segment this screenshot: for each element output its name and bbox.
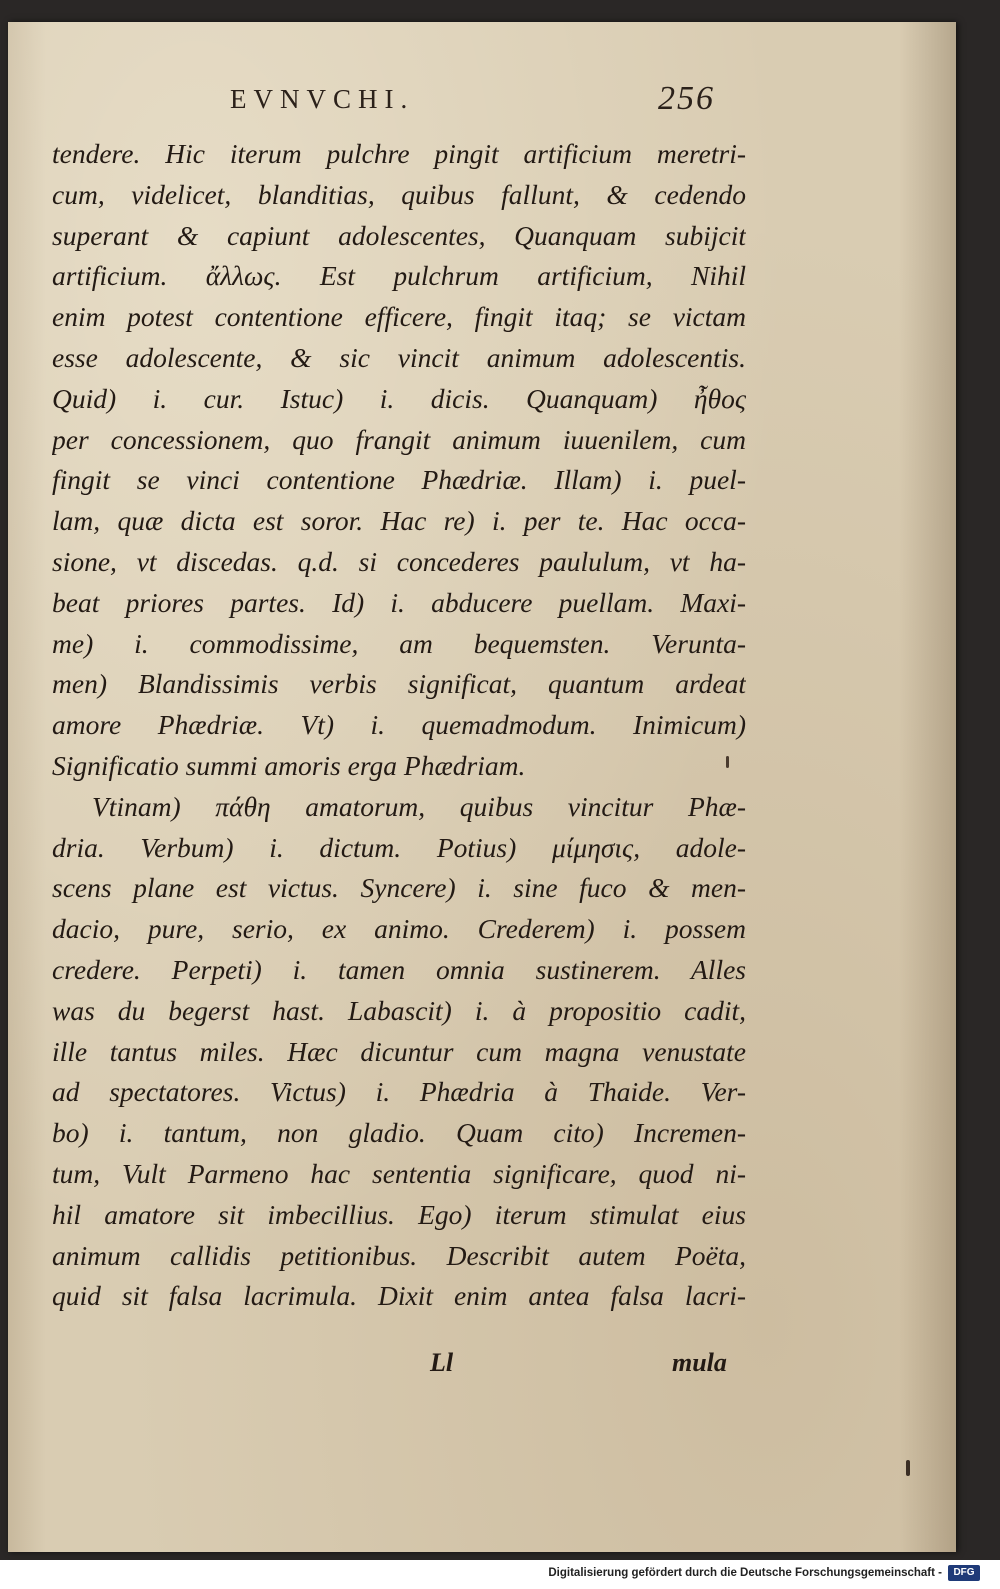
text-line: enim potest contentione efficere, fingit itaq; se victam bbox=[52, 301, 746, 333]
text-line: cum, videlicet, blanditias, quibus fallunt, & cedendo bbox=[52, 178, 746, 210]
text-line: per concessionem, quo frangit animum iuuenilem, cum bbox=[52, 423, 746, 455]
book-page bbox=[8, 22, 956, 1552]
text-line: artificium. ἄλλως. Est pulchrum artificium, Nihil bbox=[52, 260, 746, 292]
text-line: dria. Verbum) i. dictum. Potius) μίμησις, adole- bbox=[52, 831, 746, 863]
text-line: hil amatore sit imbecillius. Ego) iterum stimulat eius bbox=[52, 1198, 746, 1230]
text-line: sione, vt discedas. q.d. si concederes paululum, vt ha- bbox=[52, 545, 746, 577]
text-line: bo) i. tantum, non gladio. Quam cito) Incremen- bbox=[52, 1117, 746, 1149]
page-number: 256 bbox=[658, 80, 715, 117]
dfg-logo-icon[interactable]: DFG bbox=[948, 1565, 980, 1581]
text-line: Vtinam) πάθη amatorum, quibus vincitur Phæ- bbox=[92, 790, 746, 822]
text-line: tendere. Hic iterum pulchre pingit artificium meretri- bbox=[52, 138, 746, 169]
text-line: ille tantus miles. Hæc dicuntur cum magna venustate bbox=[52, 1035, 746, 1067]
footer-credit: Digitalisierung gefördert durch die Deutsche Forschungsgemeinschaft - bbox=[548, 1567, 942, 1579]
footer-bar bbox=[0, 1560, 1000, 1589]
text-line: was du begerst hast. Labascit) i. à propositio cadit, bbox=[52, 994, 746, 1026]
text-line: me) i. commodissime, am bequemsten. Verunta- bbox=[52, 627, 746, 659]
body-text bbox=[52, 134, 746, 1317]
catchword: mula bbox=[672, 1348, 727, 1377]
catchline bbox=[8, 1348, 956, 1388]
text-line: tum, Vult Parmeno hac sententia significare, quod ni- bbox=[52, 1157, 746, 1189]
text-line: esse adolescente, & sic vincit animum adolescentis. bbox=[52, 341, 746, 373]
ink-speck bbox=[726, 756, 729, 768]
text-line: Significatio summi amoris erga Phædriam. bbox=[52, 749, 526, 781]
text-line: animum callidis petitionibus. Describit autem Poëta, bbox=[52, 1239, 746, 1271]
text-line: scens plane est victus. Syncere) i. sine fuco & men- bbox=[52, 872, 746, 904]
running-head-title: EVNVCHI. bbox=[230, 84, 415, 114]
text-line: lam, quæ dicta est soror. Hac re) i. per te. Hac occa- bbox=[52, 505, 746, 537]
running-head bbox=[8, 80, 956, 124]
text-line: men) Blandissimis verbis significat, quantum ardeat bbox=[52, 668, 746, 700]
ink-speck bbox=[906, 1460, 910, 1476]
text-line: Quid) i. cur. Istuc) i. dicis. Quanquam) ἦθος bbox=[52, 382, 746, 414]
text-line: quid sit falsa lacrimula. Dixit enim antea falsa lacri- bbox=[52, 1280, 746, 1312]
signature-mark: Ll bbox=[430, 1348, 454, 1377]
text-line: credere. Perpeti) i. tamen omnia sustinerem. Alles bbox=[52, 953, 746, 985]
text-line: superant & capiunt adolescentes, Quanquam subijcit bbox=[52, 219, 746, 251]
text-line: fingit se vinci contentione Phædriæ. Illam) i. puel- bbox=[52, 464, 746, 496]
text-line: dacio, pure, serio, ex animo. Crederem) i. possem bbox=[52, 913, 746, 945]
text-line: beat priores partes. Id) i. abducere puellam. Maxi- bbox=[52, 586, 746, 618]
text-line: amore Phædriæ. Vt) i. quemadmodum. Inimicum) bbox=[52, 709, 746, 741]
text-line: ad spectatores. Victus) i. Phædria à Thaide. Ver- bbox=[52, 1076, 746, 1108]
